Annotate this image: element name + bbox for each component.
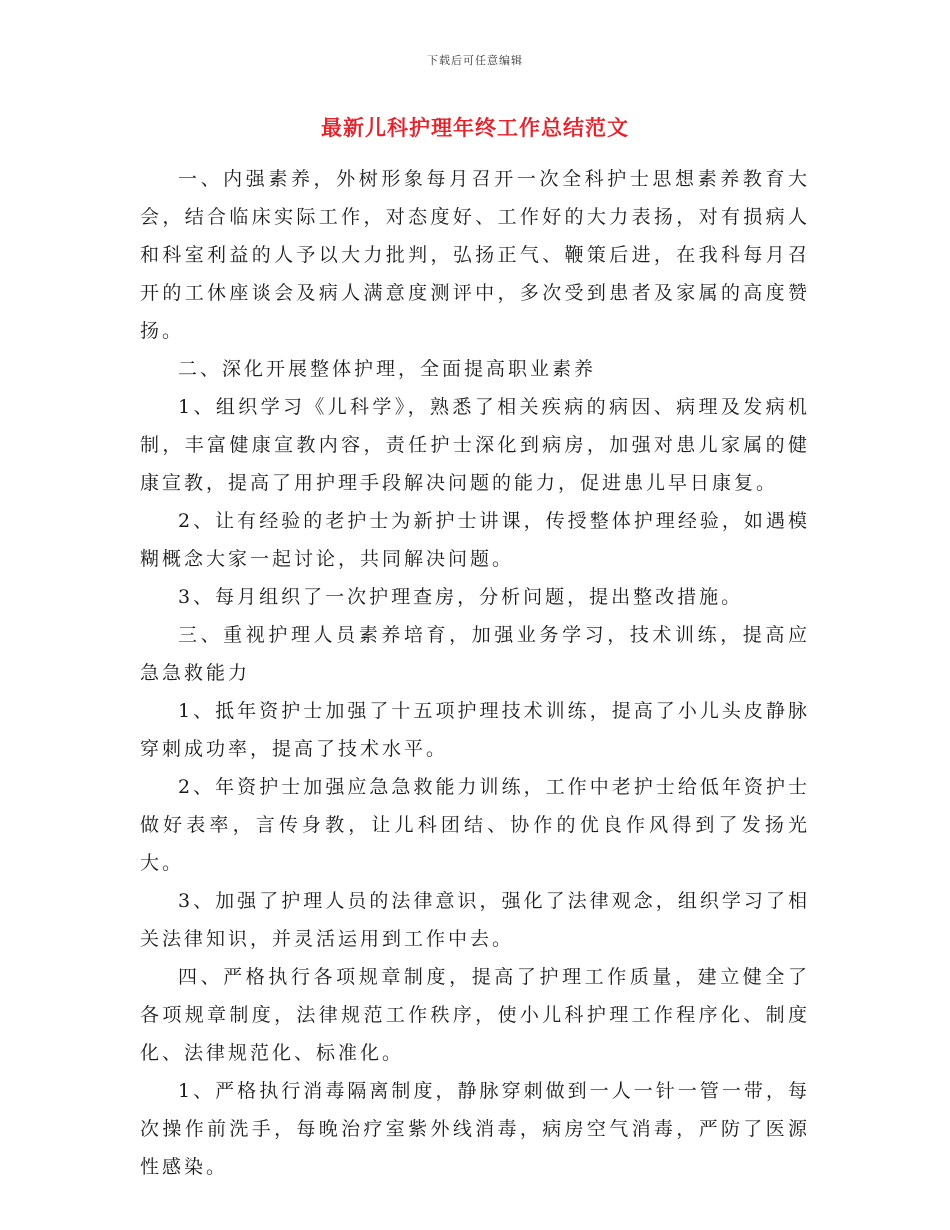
header-note: 下载后可任意编辑 — [427, 54, 523, 67]
document-body — [140, 160, 810, 1186]
paragraph-section-3-item-1: 1、抵年资护士加强了十五项护理技术训练，提高了小儿头皮静脉穿刺成功率，提高了技术水平。 — [140, 700, 810, 760]
paragraph-section-3-item-3: 3、加强了护理人员的法律意识，强化了法律观念，组织学习了相关法律知识，并灵活运用到工作中去。 — [140, 890, 810, 950]
paragraph-section-2-item-2: 2、让有经验的老护士为新护士讲课，传授整体护理经验，如遇模糊概念大家一起讨论，共同解决问题。 — [140, 510, 810, 570]
paragraph-section-3-heading: 三、重视护理人员素养培育，加强业务学习，技术训练，提高应急急救能力 — [140, 624, 810, 684]
document-title: 最新儿科护理年终工作总结范文 — [321, 115, 629, 140]
paragraph-section-4-item-1: 1、严格执行消毒隔离制度，静脉穿刺做到一人一针一管一带，每次操作前洗手，每晚治疗室紫外线消毒，病房空气消毒，严防了医源性感染。 — [140, 1080, 810, 1178]
paragraph-section-2-item-3: 3、每月组织了一次护理查房，分析问题，提出整改措施。 — [178, 586, 744, 608]
paragraph-section-3-item-2: 2、年资护士加强应急急救能力训练，工作中老护士给低年资护士做好表率，言传身教，让儿科团结、协作的优良作风得到了发扬光大。 — [140, 776, 810, 874]
paragraph-section-2-heading: 二、深化开展整体护理，全面提高职业素养 — [178, 358, 597, 380]
paragraph-section-1: 一、内强素养，外树形象每月召开一次全科护士思想素养教育大会，结合临床实际工作，对态度好、工作好的大力表扬，对有损病人和科室利益的人予以大力批判，弘扬正气、鞭策后进，在我科每月召开的工休座谈会及病人满意度测评中，多次受到患者及家属的高度赞扬。 — [140, 168, 810, 342]
paragraph-section-4: 四、严格执行各项规章制度，提高了护理工作质量，建立健全了各项规章制度，法律规范工作秩序，使小儿科护理工作程序化、制度化、法律规范化、标准化。 — [140, 966, 810, 1064]
paragraph-section-2-item-1: 1、组织学习《儿科学》，熟悉了相关疾病的病因、病理及发病机制，丰富健康宣教内容，责任护士深化到病房，加强对患儿家属的健康宣教，提高了用护理手段解决问题的能力，促进患儿早日康复。 — [140, 396, 810, 494]
